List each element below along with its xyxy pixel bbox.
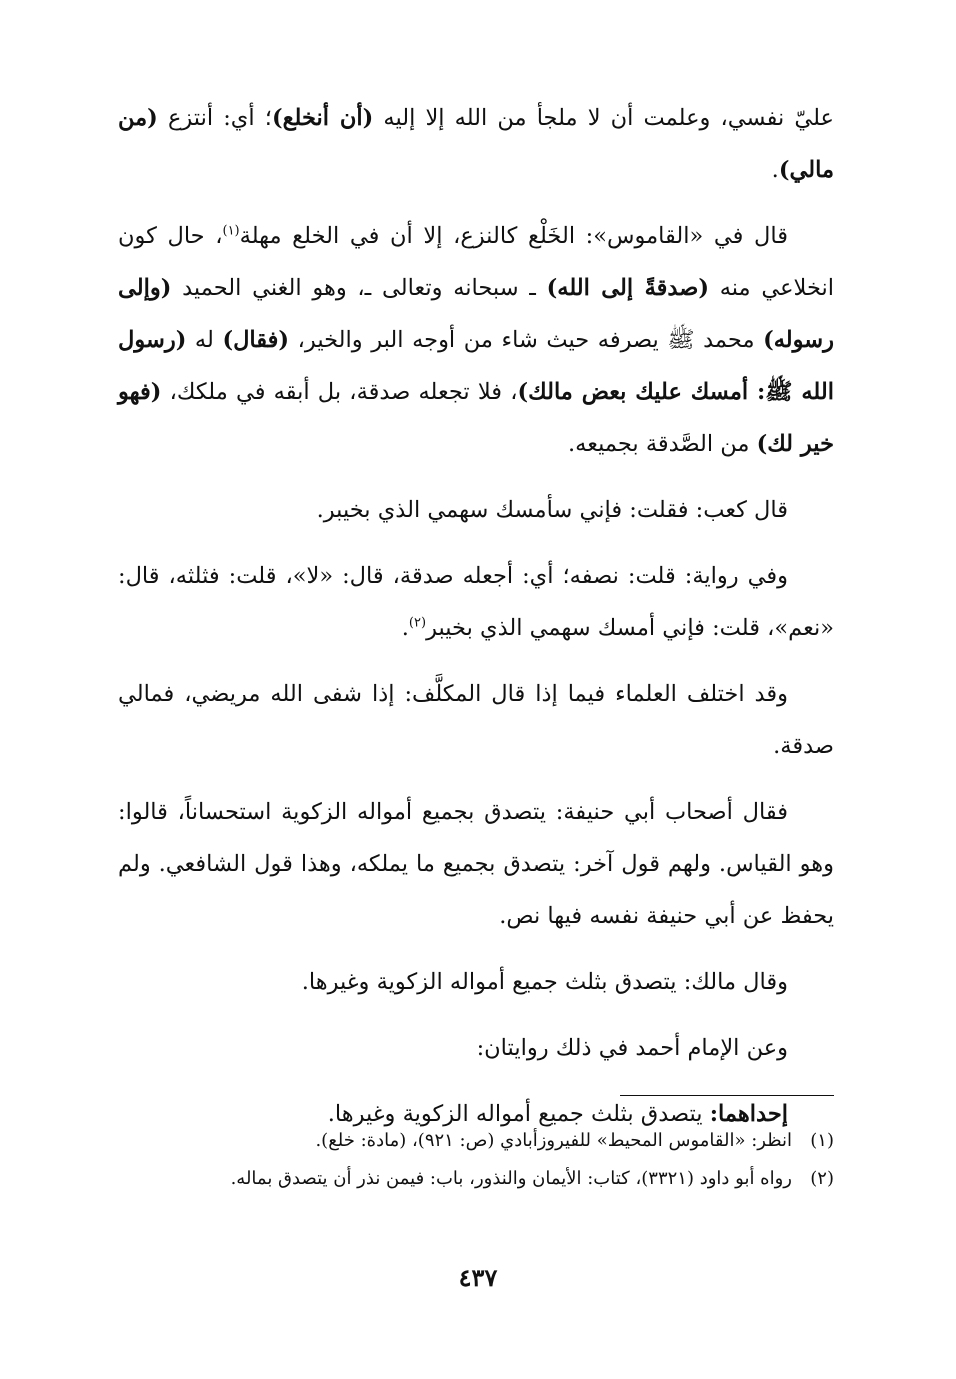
footnote-separator	[620, 1095, 834, 1096]
paragraph	[118, 484, 834, 536]
footnote-ref: (١)	[222, 223, 240, 239]
text-segment: محمد ﷺ يصرفه حيث شاء من أوجه البر والخير،	[289, 327, 764, 353]
text-segment: عليّ نفسي، وعلمت أن لا ملجأ من الله إلا إليه	[373, 105, 834, 131]
paragraph	[118, 786, 834, 942]
text-segment: ؛ أي: أنتزع	[157, 105, 272, 131]
footnote	[118, 1160, 834, 1198]
bold-text: (أن أنخلع)	[271, 105, 374, 131]
text-segment: ـ سبحانه وتعالى ـ، وهو الغني الحميد	[171, 275, 547, 301]
paragraph	[118, 210, 834, 470]
text-segment: .	[771, 157, 779, 183]
footnote-ref: (٢)	[408, 615, 427, 631]
footnote-text: رواه أبو داود (٣٣٢١)، كتاب: الأيمان والنذور، باب: فيمن نذر أن يتصدق بماله.	[230, 1168, 792, 1189]
bold-text: (رسول الله ﷺ: أمسك عليك بعض مالك)	[118, 327, 834, 405]
text-segment: وقال مالك: يتصدق بثلث جميع أمواله الزكوية وغيرها.	[301, 969, 788, 995]
text-segment: .	[401, 615, 409, 641]
page-number: ٤٣٧	[458, 1263, 498, 1292]
bold-text: (من مالي)	[118, 105, 834, 183]
bold-text: إحداهما:	[709, 1101, 788, 1127]
text-segment: ، فلا تجعله صدقة، بل أبقه في ملكك،	[161, 379, 518, 405]
text-segment: وعن الإمام أحمد في ذلك روايتان:	[476, 1035, 788, 1061]
text-segment: له	[186, 327, 223, 353]
text-segment: فقال أصحاب أبي حنيفة: يتصدق بجميع أمواله الزكوية استحساناً، قالوا: وهو القياس. ولهم قول آخر: يتصدق بجميع ما يملكه، وهذا قول الشافعي. ولم يحفظ عن أبي حنيفة نفسه فيها نص.	[118, 799, 834, 929]
text-segment: وقد اختلف العلماء فيما إذا قال المكلَّف: إذا شفى الله مريضي، فمالي صدقة.	[118, 681, 834, 759]
text-segment: يتصدق بثلث جميع أمواله الزكوية وغيرها.	[327, 1101, 710, 1127]
text-segment: قال في «القاموس»: الخَلْع كالنزع، إلا أن في الخلع مهلة	[239, 223, 788, 249]
paragraph	[118, 92, 834, 196]
footnote-text: انظر: «القاموس المحيط» للفيروزأبادي (ص: ٩٢١)، (مادة: خلع).	[315, 1130, 792, 1151]
paragraph	[118, 956, 834, 1008]
footnote-number: (١)	[810, 1130, 834, 1151]
paragraph	[118, 1022, 834, 1074]
text-segment: وفي رواية: قلت: نصفه؛ أي: أجعله صدقة، قال: «لا»، قلت: فثلثه، قال: «نعم»، قلت: فإني أمسك سهمي الذي بخيبر	[118, 563, 834, 641]
footnote-number: (٢)	[810, 1168, 834, 1189]
footnote	[118, 1122, 834, 1160]
paragraph	[118, 668, 834, 772]
text-segment: ، حال كون انخلاعي منه	[118, 223, 834, 301]
bold-text: (صدقةً إلى الله)	[546, 275, 709, 301]
bold-text: (وإلى رسوله)	[118, 275, 834, 353]
paragraph	[118, 550, 834, 654]
text-segment: من الصَّدقة بجميعه.	[568, 431, 757, 457]
bold-text: (فهو خير لك)	[118, 379, 834, 457]
main-text	[118, 92, 834, 1140]
footnotes	[118, 1122, 834, 1198]
bold-text: (فقال)	[222, 327, 290, 353]
text-segment: قال كعب: فقلت: فإني سأمسك سهمي الذي بخيبر.	[316, 497, 788, 523]
